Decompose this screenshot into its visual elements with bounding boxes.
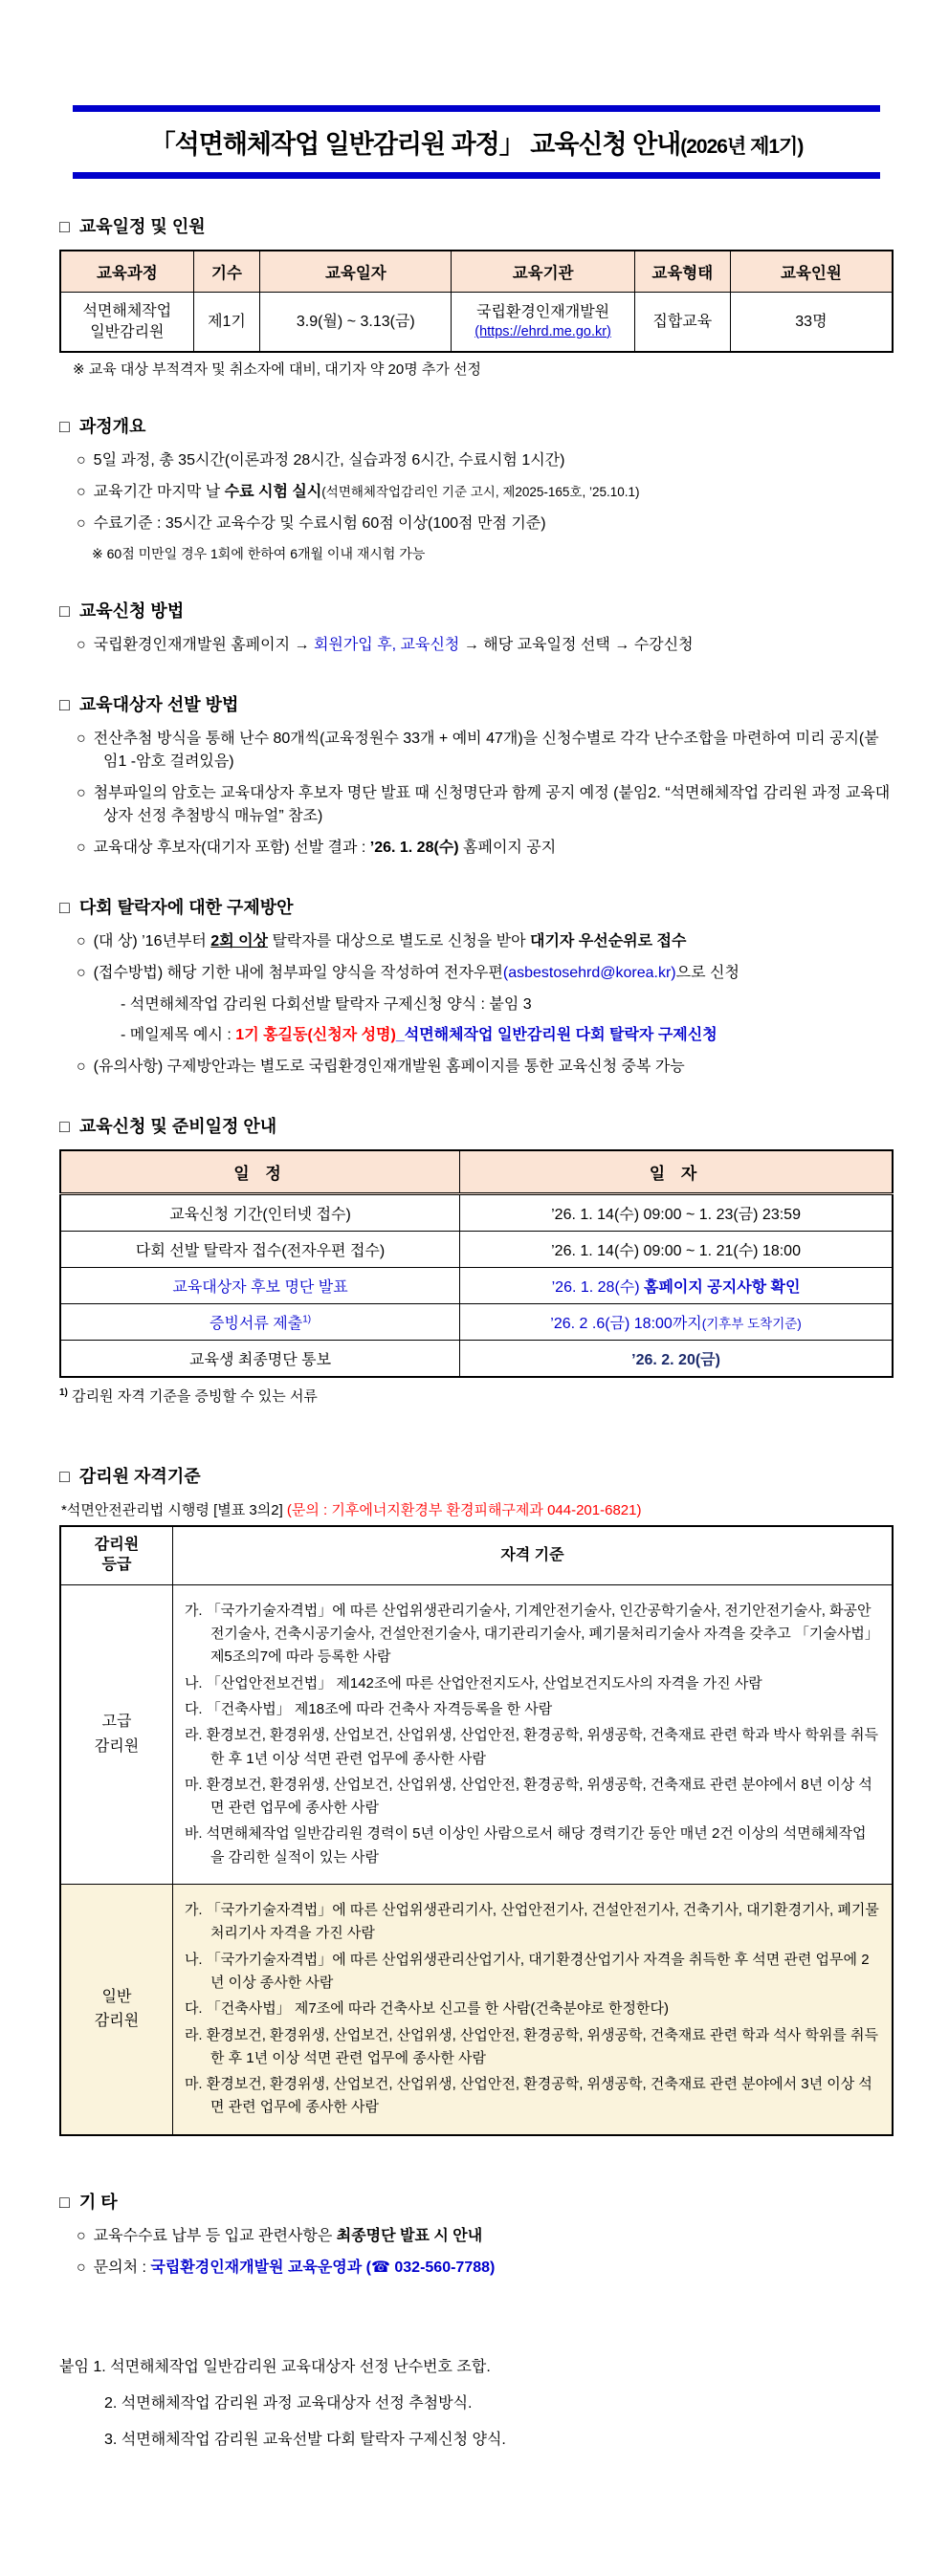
section-heading-label: 다회 탈락자에 대한 구제방안	[78, 898, 294, 918]
item-text: 국립환경인재개발원 홈페이지 →	[93, 637, 314, 654]
square-bullet: □	[59, 1117, 70, 1137]
column-header-grade	[60, 1526, 172, 1584]
section-heading-apply-method	[59, 598, 894, 622]
org-name: 국립환경인재개발원	[476, 304, 610, 321]
item-text: → 해당 교육일정 선택 → 수강신청	[459, 637, 694, 654]
title-top-bar	[73, 105, 880, 112]
remedy-item-target	[59, 930, 894, 953]
square-bullet: □	[59, 2192, 70, 2212]
mail-subject-name-part: 1기 홍길동(신청자 성명)	[235, 1027, 396, 1044]
document-title-block	[59, 105, 894, 179]
column-header-term: 기수	[193, 251, 260, 293]
grade-label-line1: 일반	[101, 1988, 132, 2005]
table-row	[60, 1194, 893, 1232]
circle-bullet: ○	[77, 484, 86, 501]
event-cell: 교육생 최종명단 통보	[60, 1341, 460, 1378]
event-cell	[60, 1304, 460, 1341]
item-text: 전산추첨 방식을 통해 난수 80개씩(교육정원수 33개 + 예비 47개)을 신청수별로 각각 난수조합을 마련하여 미리 공지(붙임1 -암호 걸려있음)	[93, 731, 879, 771]
criteria-item: 마. 환경보건, 환경위생, 산업보건, 산업위생, 산업안전, 환경공학, 위생공학, 건축재료 관련 분야에서 8년 이상 석면 관련 업무에 종사한 사람	[184, 1776, 872, 1817]
table-row	[60, 1341, 893, 1378]
event-cell: 교육신청 기간(인터넷 접수)	[60, 1194, 460, 1232]
section-heading-label: 감리원 자격기준	[78, 1467, 201, 1487]
criteria-item: 나. 「국가기술자격법」에 따른 산업위생관리산업기사, 대기환경산업기사 자격을 취득한 후 석면 관련 업무에 2년 이상 종사한 사람	[184, 1951, 870, 1991]
selection-item-result	[59, 837, 894, 860]
footnote-marker: 1)	[302, 1314, 312, 1325]
twice-or-more-emphasis: 2회 이상	[210, 933, 269, 950]
item-text: 첨부파일의 암호는 교육대상자 후보자 명단 발표 때 신청명단과 함께 공지 예정 (붙임2. “석면해체작업 감리원 과정 교육대상자 선정 추첨방식 매뉴얼” 참조)	[93, 785, 891, 825]
item-text: 교육수수료 납부 등 입교 관련사항은	[93, 2227, 337, 2244]
grade-label-line2: 감리원	[94, 1737, 140, 1755]
criteria-item: 다. 「건축사법」 제7조에 따라 건축사보 신고를 한 사람(건축분야로 한정한다)	[184, 2000, 669, 2018]
email-link[interactable]: (asbestosehrd@korea.kr)	[502, 965, 676, 982]
table-row	[60, 1304, 893, 1341]
circle-bullet: ○	[77, 452, 86, 469]
date-text: ’26. 1. 28(수)	[551, 1279, 645, 1297]
column-header-type: 교육형태	[634, 251, 730, 293]
section-heading-qualification	[59, 1463, 894, 1488]
circle-bullet: ○	[77, 637, 86, 654]
date-cell	[460, 1268, 893, 1304]
section-heading-label: 교육대상자 선발 방법	[78, 695, 239, 715]
circle-bullet: ○	[77, 965, 86, 982]
title-bottom-bar	[73, 172, 880, 179]
table-footnote	[59, 1386, 894, 1406]
item-text: 5일 과정, 총 35시간(이론과정 28시간, 실습과정 6시간, 수료시험 1시간)	[93, 452, 565, 469]
selection-item-password	[59, 782, 894, 828]
criteria-item: 마. 환경보건, 환경위생, 산업보건, 산업위생, 산업안전, 환경공학, 위생공학, 건축재료 관련 분야에서 3년 이상 석면 관련 업무에 종사한 사람	[184, 2076, 872, 2116]
page-title-period: (2026년 제1기)	[680, 136, 804, 158]
etc-item-contact	[59, 2257, 894, 2280]
section-heading-etc	[59, 2189, 894, 2214]
item-text: 홈페이지 공지	[458, 840, 557, 857]
date-condition: (기후부 도착기준)	[701, 1317, 802, 1332]
org-website-link[interactable]: (https://ehrd.me.go.kr)	[474, 323, 611, 339]
grade-header-line2: 등급	[101, 1556, 132, 1573]
square-bullet: □	[59, 601, 70, 622]
section-heading-label: 교육일정 및 인원	[78, 217, 206, 236]
remedy-sub-mail-subject	[59, 1024, 894, 1047]
course-schedule-table	[59, 250, 894, 353]
grade-cell-general	[60, 1885, 172, 2135]
item-text: (유의사항) 구제방안과는 별도로 국립환경인재개발원 홈페이지를 통한 교육신청 중복 가능	[93, 1059, 685, 1076]
mail-subject-title-part: _석면해체작업 일반감리원 다회 탈락자 구제신청	[395, 1027, 717, 1044]
section-heading-label: 교육신청 및 준비일정 안내	[78, 1117, 277, 1137]
contact-department: 국립환경인재개발원 교육운영과 (☎ 032-560-7788)	[150, 2259, 496, 2276]
etc-item-fee	[59, 2225, 894, 2248]
type-cell: 집합교육	[634, 293, 730, 353]
criteria-item: 라. 환경보건, 환경위생, 산업보건, 산업위생, 산업안전, 환경공학, 위생공학, 건축재료 관련 학과 박사 학위를 취득한 후 1년 이상 석면 관련 업무에 종사한 사람	[184, 1727, 879, 1767]
overview-item-exam	[59, 481, 894, 504]
attachments-list	[59, 2356, 894, 2452]
qualification-legal-ref	[61, 1499, 894, 1519]
footnote-text: 감리원 자격 기준을 증빙할 수 있는 서류	[67, 1388, 318, 1406]
overview-item-duration	[59, 449, 894, 472]
criteria-item: 다. 「건축사법」 제18조에 따라 건축사 자격등록을 한 사람	[184, 1700, 553, 1717]
item-text: - 석면해체작업 감리원 다회선발 탈락자 구제신청 양식 : 붙임 3	[121, 996, 532, 1014]
square-bullet: □	[59, 695, 70, 715]
date-cell: ’26. 1. 14(수) 09:00 ~ 1. 23(금) 23:59	[460, 1194, 893, 1232]
selection-item-lottery	[59, 728, 894, 774]
section-heading-remedy	[59, 894, 894, 919]
remedy-sub-form	[59, 993, 894, 1016]
column-header-capacity: 교육인원	[730, 251, 893, 293]
attachment-item-3: 3. 석면해체작업 감리원 교육선발 다회 탈락자 구제신청 양식.	[104, 2431, 506, 2448]
term-cell: 제1기	[193, 293, 260, 353]
exam-notice-ref: (석면해체작업감리인 기준 고시, 제2025-165호, ’25.10.1)	[321, 485, 640, 500]
qualification-table	[59, 1525, 894, 2136]
signup-step-highlight: 회원가입 후, 교육신청	[313, 637, 460, 654]
table-row	[60, 293, 893, 353]
section-heading-selection	[59, 691, 894, 716]
criteria-item: 바. 석면해체작업 일반감리원 경력이 5년 이상인 사람으로서 해당 경력기간 동안 매년 2건 이상의 석면해체작업을 감리한 실적이 있는 사람	[184, 1825, 867, 1866]
table-row	[60, 1268, 893, 1304]
circle-bullet: ○	[77, 785, 86, 802]
item-text: 교육기간 마지막 날	[93, 484, 225, 501]
grade-label-line1: 고급	[101, 1714, 132, 1731]
circle-bullet: ○	[77, 933, 86, 950]
priority-emphasis: 대기자 우선순위로 접수	[529, 933, 687, 950]
page-title	[59, 123, 894, 161]
contact-info: (문의 : 기후에너지환경부 환경피해구제과 044-201-6821)	[286, 1502, 642, 1519]
circle-bullet: ○	[77, 515, 86, 533]
course-name-line1: 석면해체작업	[82, 303, 172, 319]
square-bullet: □	[59, 217, 70, 236]
senior-supervisor-row	[60, 1584, 893, 1884]
section-heading-timeline	[59, 1113, 894, 1138]
general-supervisor-row	[60, 1885, 893, 2135]
column-header-date: 일 자	[460, 1150, 893, 1194]
circle-bullet: ○	[77, 731, 86, 748]
grade-header-line1: 감리원	[94, 1537, 140, 1554]
circle-bullet: ○	[77, 1059, 86, 1076]
grade-label-line2: 감리원	[94, 2013, 140, 2030]
course-cell	[60, 293, 193, 353]
date-emphasis: 홈페이지 공지사항 확인	[644, 1279, 801, 1297]
exam-emphasis: 수료 시험 실시	[224, 484, 322, 501]
apply-method-item	[59, 634, 894, 657]
date-cell: ’26. 2. 20(금)	[460, 1341, 893, 1378]
date-text: ’26. 2 .6(금) 18:00까지	[550, 1316, 702, 1333]
criteria-cell-senior	[172, 1584, 893, 1884]
item-text: 문의처 :	[93, 2259, 151, 2276]
criteria-item: 가. 「국가기술자격법」에 따른 산업위생관리기술사, 기계안전기술사, 인간공학기술사, 전기안전기술사, 화공안전기술사, 건축시공기술사, 건설안전기술사, 대기관리기술사, 폐기물처리기술사 자격을 갖추고 「기술사법」 제5조의7에 따라 등록한 사람	[184, 1602, 879, 1666]
retest-note: ※ 60점 미만일 경우 1회에 한하여 6개월 이내 재시험 가능	[92, 546, 426, 562]
column-header-dates: 교육일자	[260, 251, 452, 293]
table-header-row	[60, 1526, 893, 1584]
table-row	[60, 1232, 893, 1268]
circle-bullet: ○	[77, 840, 86, 857]
square-bullet: □	[59, 898, 70, 918]
event-cell: 교육대상자 후보 명단 발표	[60, 1268, 460, 1304]
item-text: 수료기준 : 35시간 교육수강 및 수료시험 60점 이상(100점 만점 기준)	[93, 515, 546, 533]
event-cell: 다회 선발 탈락자 접수(전자우편 접수)	[60, 1232, 460, 1268]
criteria-item: 라. 환경보건, 환경위생, 산업보건, 산업위생, 산업안전, 환경공학, 위생공학, 건축재료 관련 학과 석사 학위를 취득한 후 1년 이상 석면 관련 업무에 종사한 사람	[184, 2026, 879, 2066]
dates-cell: 3.9(월) ~ 3.13(금)	[260, 293, 452, 353]
circle-bullet: ○	[77, 2259, 86, 2276]
column-header-criteria: 자격 기준	[172, 1526, 893, 1584]
section-heading-overview	[59, 413, 894, 438]
item-text: 탈락자를 대상으로 별도로 신청을 받아	[268, 933, 530, 950]
circle-bullet: ○	[77, 2227, 86, 2244]
timeline-table	[59, 1149, 894, 1378]
page-title-text: 「석면해체작업 일반감리원 과정」 교육신청 안내	[149, 130, 681, 159]
attachment-item-1: 붙임 1. 석면해체작업 일반감리원 교육대상자 선정 난수번호 조합.	[59, 2358, 491, 2375]
item-text: 으로 신청	[675, 965, 739, 982]
item-text: (대 상) ’16년부터	[93, 933, 211, 950]
criteria-item: 나. 「산업안전보건법」 제142조에 따른 산업안전지도사, 산업보건지도사의 자격을 가진 사람	[184, 1674, 762, 1692]
course-name-line2: 일반감리원	[90, 323, 165, 340]
overview-item-pass-criteria	[59, 513, 894, 535]
item-text: 교육대상 후보자(대기자 포함) 선발 결과 :	[93, 840, 370, 857]
org-cell	[452, 293, 634, 353]
date-cell: ’26. 1. 14(수) 09:00 ~ 1. 21(수) 18:00	[460, 1232, 893, 1268]
remedy-item-caution	[59, 1056, 894, 1079]
section-heading-label: 과정개요	[78, 417, 146, 437]
criteria-item: 가. 「국가기술자격법」에 따른 산업위생관리기사, 산업안전기사, 건설안전기사, 건축기사, 대기환경기사, 폐기물처리기사 자격을 가진 사람	[184, 1902, 879, 1942]
legal-ref-text: *석면안전관리법 시행령 [별표 3의2]	[61, 1502, 287, 1519]
table-header-row	[60, 251, 893, 293]
column-header-org: 교육기관	[452, 251, 634, 293]
grade-cell-senior	[60, 1584, 172, 1884]
square-bullet: □	[59, 1467, 70, 1487]
waitlist-note: ※ 교육 대상 부적격자 및 취소자에 대비, 대기자 약 20명 추가 선정	[73, 361, 482, 379]
table-header-row	[60, 1150, 893, 1194]
item-text: (접수방법) 해당 기한 내에 첨부파일 양식을 작성하여 전자우편	[93, 965, 503, 982]
section-heading-label: 교육신청 방법	[78, 601, 185, 622]
footnote-marker: 1)	[59, 1387, 68, 1399]
section-heading-schedule	[59, 213, 894, 238]
date-cell	[460, 1304, 893, 1341]
column-header-event: 일 정	[60, 1150, 460, 1194]
column-header-course: 교육과정	[60, 251, 193, 293]
attachment-item-2: 2. 석면해체작업 감리원 과정 교육대상자 선정 추첨방식.	[104, 2394, 473, 2412]
square-bullet: □	[59, 417, 70, 437]
section-heading-label: 기 타	[78, 2192, 118, 2212]
event-text: 증빙서류 제출	[210, 1316, 303, 1333]
item-text: - 메일제목 예시 :	[121, 1027, 236, 1044]
result-date: ’26. 1. 28(수)	[369, 840, 459, 857]
capacity-cell: 33명	[730, 293, 893, 353]
remedy-item-how	[59, 962, 894, 985]
final-list-emphasis: 최종명단 발표 시 안내	[336, 2227, 483, 2244]
criteria-cell-general	[172, 1885, 893, 2135]
